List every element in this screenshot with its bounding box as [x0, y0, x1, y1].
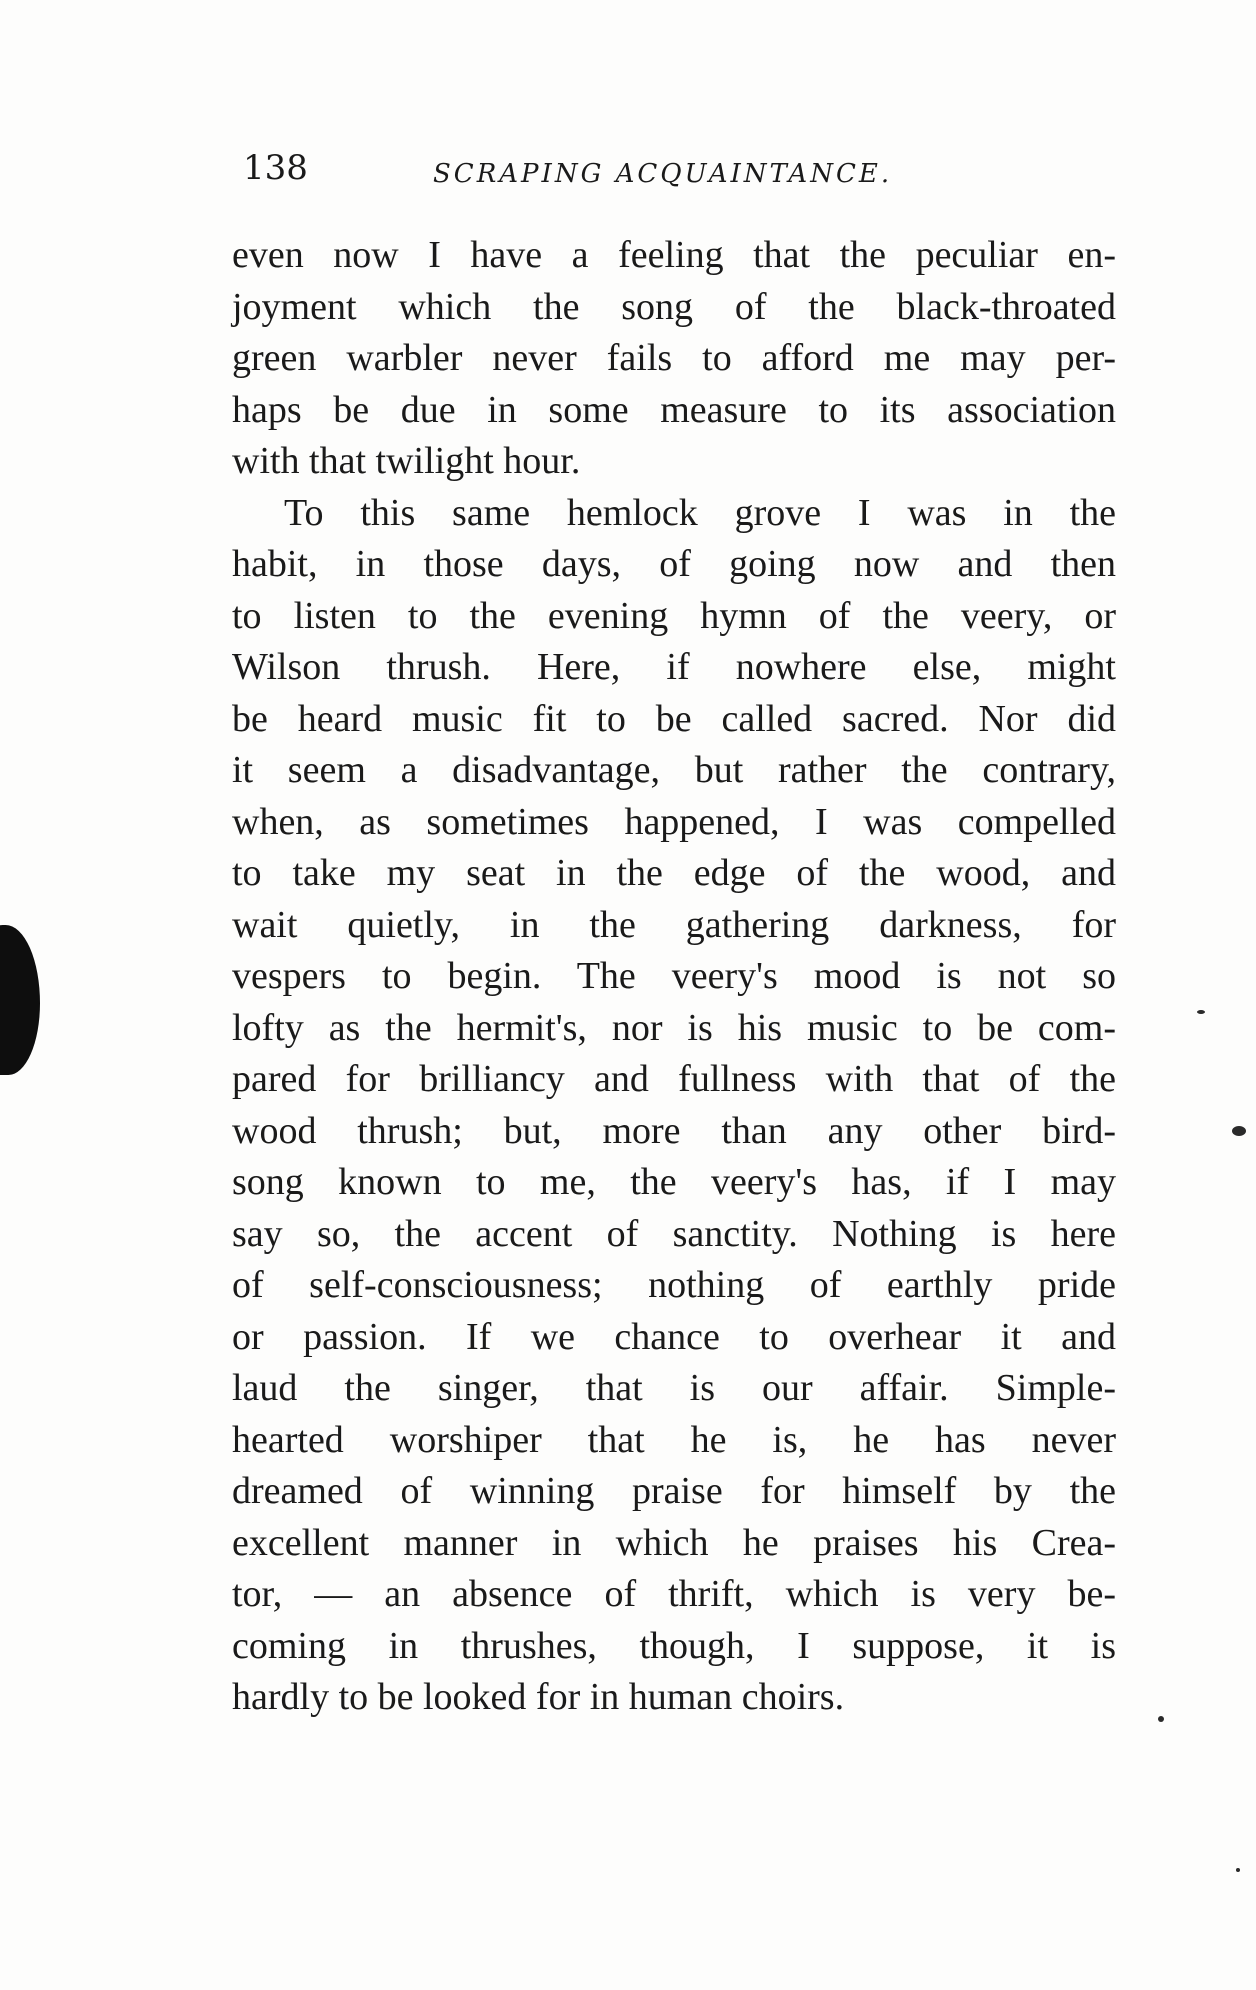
ink-speck	[1236, 1868, 1240, 1872]
text-line: To this same hemlock grove I was in the	[284, 491, 1116, 534]
text-line: vespers to begin. The veery's mood is not so	[232, 955, 1116, 997]
text-line: lofty as the hermit's, nor is his music to be com-	[232, 1006, 1116, 1049]
text-line: it seem a disadvantage, but rather the contrary,	[232, 749, 1116, 791]
text-line: hardly to be looked for in human choirs.	[232, 1676, 845, 1718]
running-title: SCRAPING ACQUAINTANCE.	[433, 159, 893, 189]
text-line: or passion. If we chance to overhear it and	[232, 1315, 1116, 1358]
text-line: green warbler never fails to afford me may per-	[232, 337, 1116, 379]
ink-blot	[0, 925, 40, 1075]
text-line: hearted worshiper that he is, he has never	[232, 1418, 1116, 1461]
text-line: dreamed of winning praise for himself by the	[232, 1470, 1116, 1512]
text-line: coming in thrushes, though, I suppose, it is	[232, 1624, 1116, 1667]
text-line: to take my seat in the edge of the wood, and	[232, 852, 1116, 894]
page-number: 138	[243, 148, 308, 188]
text-line: to listen to the evening hymn of the veery, or	[232, 594, 1116, 637]
text-line: tor, — an absence of thrift, which is very be-	[232, 1573, 1116, 1615]
running-head	[243, 148, 1123, 194]
ink-speck	[1158, 1716, 1164, 1722]
ink-speck	[1197, 1010, 1205, 1014]
text-line: even now I have a feeling that the peculiar en-	[232, 234, 1116, 276]
text-line: be heard music fit to be called sacred. Nor did	[232, 697, 1116, 740]
text-line: of self-consciousness; nothing of earthly pride	[232, 1264, 1116, 1306]
text-line: song known to me, the veery's has, if I may	[232, 1161, 1116, 1203]
text-line: say so, the accent of sanctity. Nothing is here	[232, 1212, 1116, 1255]
text-line: pared for brilliancy and fullness with that of the	[232, 1058, 1116, 1100]
text-line: excellent manner in which he praises his Crea-	[232, 1521, 1116, 1564]
ink-speck	[1232, 1126, 1246, 1136]
text-line: with that twilight hour.	[232, 440, 581, 482]
text-line: habit, in those days, of going now and then	[232, 543, 1116, 585]
text-line: wood thrush; but, more than any other bird-	[232, 1109, 1116, 1152]
text-line: wait quietly, in the gathering darkness, for	[232, 903, 1116, 946]
body-text	[232, 230, 1116, 1724]
text-line: joyment which the song of the black-throated	[232, 285, 1116, 328]
text-line: Wilson thrush. Here, if nowhere else, might	[232, 646, 1116, 688]
text-line: when, as sometimes happened, I was compelled	[232, 800, 1116, 843]
text-line: haps be due in some measure to its association	[232, 388, 1116, 431]
text-line: laud the singer, that is our affair. Simple-	[232, 1367, 1116, 1409]
